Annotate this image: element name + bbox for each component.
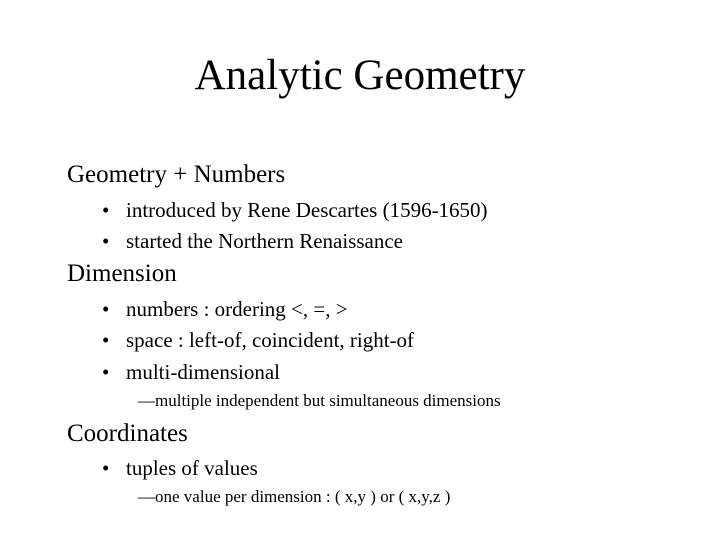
bullet-glyph: • bbox=[102, 198, 110, 222]
bullet-glyph: • bbox=[102, 360, 110, 384]
bullet-glyph: • bbox=[102, 328, 110, 352]
bullet-item bbox=[102, 228, 403, 254]
bullet-item bbox=[102, 327, 414, 353]
bullet-text: space : left-of, coincident, right-of bbox=[126, 328, 415, 352]
bullet-item bbox=[102, 359, 280, 385]
bullet-text: numbers : ordering <, =, > bbox=[126, 297, 348, 321]
slide-title: Analytic Geometry bbox=[194, 52, 526, 99]
bullet-item bbox=[102, 197, 488, 223]
bullet-glyph: • bbox=[102, 456, 110, 480]
section-heading-geometry-numbers: Geometry + Numbers bbox=[67, 161, 286, 188]
sub-point: —multiple independent but simultaneous dimensions bbox=[138, 391, 501, 410]
bullet-glyph: • bbox=[102, 297, 110, 321]
bullet-text: started the Northern Renaissance bbox=[126, 229, 403, 253]
bullet-text: multi-dimensional bbox=[126, 360, 280, 384]
sub-point: —one value per dimension : ( x,y ) or ( x,y,z ) bbox=[138, 487, 451, 506]
bullet-text: introduced by Rene Descartes (1596-1650) bbox=[126, 198, 488, 222]
section-heading-coordinates: Coordinates bbox=[67, 420, 188, 447]
bullet-glyph: • bbox=[102, 229, 110, 253]
section-heading-dimension: Dimension bbox=[67, 260, 177, 287]
bullet-item bbox=[102, 296, 348, 322]
bullet-item bbox=[102, 455, 258, 481]
bullet-text: tuples of values bbox=[126, 456, 258, 480]
